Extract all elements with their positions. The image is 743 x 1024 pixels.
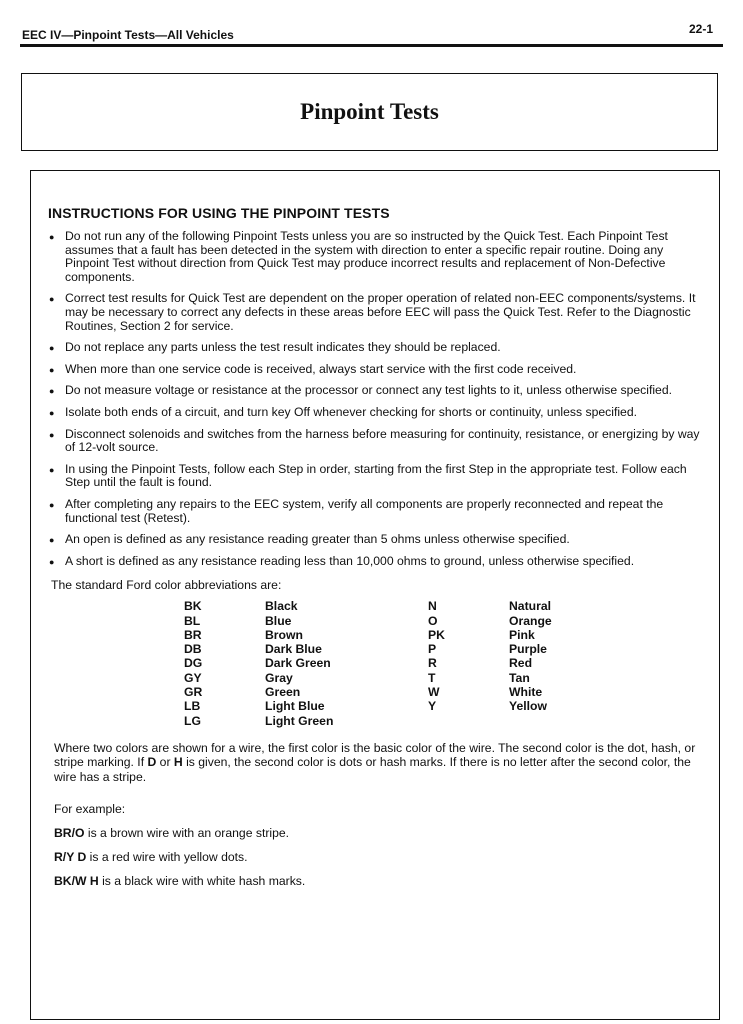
color-code: T (428, 670, 436, 685)
color-code: O (428, 613, 438, 628)
color-name: Light Green (265, 713, 334, 728)
instruction-list (48, 230, 701, 568)
color-name: Tan (509, 670, 530, 685)
instruction-item: ● After completing any repairs to the EEC system, verify all components are properly reconnected and repeat the functional test (Retest). (48, 498, 701, 525)
example-text: is a black wire with white hash marks. (98, 873, 306, 888)
color-name: Pink (509, 627, 535, 642)
color-code: Y (428, 699, 437, 714)
color-code: BK (184, 599, 202, 614)
title-box (21, 73, 718, 151)
instruction-item: ● Do not replace any parts unless the test result indicates they should be replaced. (48, 341, 701, 355)
color-name: Yellow (509, 699, 547, 714)
color-name: Black (265, 599, 298, 614)
color-code: W (428, 685, 440, 700)
color-name: Light Blue (265, 699, 325, 714)
instruction-item: ● In using the Pinpoint Tests, follow each Step in order, starting from the first Step in the appropriate test. Follow each Step until the fault is found. (48, 463, 701, 490)
color-name: White (509, 685, 543, 700)
running-head: EEC IV—Pinpoint Tests—All Vehicles (22, 28, 234, 42)
example-intro: For example: (54, 801, 126, 816)
left-name-column (265, 599, 333, 728)
color-name: Red (509, 656, 533, 671)
color-abbrev-intro: The standard Ford color abbreviations are: (51, 578, 282, 593)
instruction-item: ● Disconnect solenoids and switches from the harness before measuring for continuity, resistance, or energizing by way of 12-volt source. (48, 428, 701, 455)
example-text: is a brown wire with an orange stripe. (84, 825, 290, 840)
color-code: N (428, 599, 437, 614)
example-code: BK/W H (54, 873, 99, 888)
instruction-item: ● Do not run any of the following Pinpoint Tests unless you are so instructed by the Quick Test. Each Pinpoint Test assumes that a fault has been detected in the system with direction to enter a specific repair routine. Doing any Pinpoint Test without direction from Quick Test may produce incorrect results and replacement of Non-Defective components. (48, 230, 701, 284)
hash-letter: H (173, 755, 183, 770)
right-name-column (509, 599, 552, 713)
example-item (54, 826, 701, 840)
color-name: Dark Blue (265, 642, 322, 657)
instruction-item: ● When more than one service code is received, always start service with the first code received. (48, 363, 701, 377)
example-item (54, 874, 701, 888)
right-code-column (428, 599, 445, 713)
page-title: Pinpoint Tests (300, 99, 439, 124)
color-code: BL (184, 613, 201, 628)
wire-color-explanation (54, 741, 701, 784)
color-code: LG (184, 713, 201, 728)
color-name: Gray (265, 670, 293, 685)
instruction-item: ● An open is defined as any resistance reading greater than 5 ohms unless otherwise specified. (48, 533, 701, 547)
instruction-item: ● Do not measure voltage or resistance at the processor or connect any test lights to it, unless otherwise specified. (48, 384, 701, 398)
color-code: LB (184, 699, 201, 714)
example-code: R/Y D (54, 849, 87, 864)
example-text: is a red wire with yellow dots. (86, 849, 248, 864)
instruction-item: ● Isolate both ends of a circuit, and turn key Off whenever checking for shorts or continuity, unless specified. (48, 406, 701, 420)
color-name: Orange (509, 613, 552, 628)
color-name: Natural (509, 599, 551, 614)
color-code: BR (184, 627, 202, 642)
color-code: DG (184, 656, 203, 671)
color-code: DB (184, 642, 202, 657)
color-code: GY (184, 670, 202, 685)
color-code: GR (184, 685, 203, 700)
color-code: PK (428, 627, 445, 642)
wire-text: or (156, 755, 174, 770)
color-name: Blue (265, 613, 292, 628)
color-name: Green (265, 685, 301, 700)
header-rule (20, 44, 723, 47)
example-code: BR/O (54, 825, 85, 840)
color-code: R (428, 656, 437, 671)
dot-letter: D (147, 755, 157, 770)
instruction-item: ● Correct test results for Quick Test are dependent on the proper operation of related non-EEC components/systems. It may be necessary to correct any defects in these areas before EEC will pass the Quick Test. Refer to the Diagnostic Routines, Section 2 for service. (48, 292, 701, 333)
page-number: 22-1 (688, 22, 713, 36)
color-abbreviation-table (48, 599, 701, 727)
instruction-item: ● A short is defined as any resistance reading less than 10,000 ohms to ground, unless otherwise specified. (48, 555, 701, 569)
color-code: P (428, 642, 437, 657)
example-item (54, 850, 701, 864)
section-heading: INSTRUCTIONS FOR USING THE PINPOINT TESTS (48, 205, 390, 221)
wire-text: is given, the second color is dots or hash marks. If there is no letter after the second color, the wire has a stripe. (54, 755, 691, 784)
color-name: Purple (509, 642, 547, 657)
left-code-column (184, 599, 202, 728)
instructions-box (30, 170, 720, 1020)
color-name: Brown (265, 627, 303, 642)
color-name: Dark Green (265, 656, 331, 671)
wire-text: Where two colors are shown for a wire, the first color is the basic color of the wire. The second color is the dot, hash, or stripe marking. If (54, 741, 696, 770)
